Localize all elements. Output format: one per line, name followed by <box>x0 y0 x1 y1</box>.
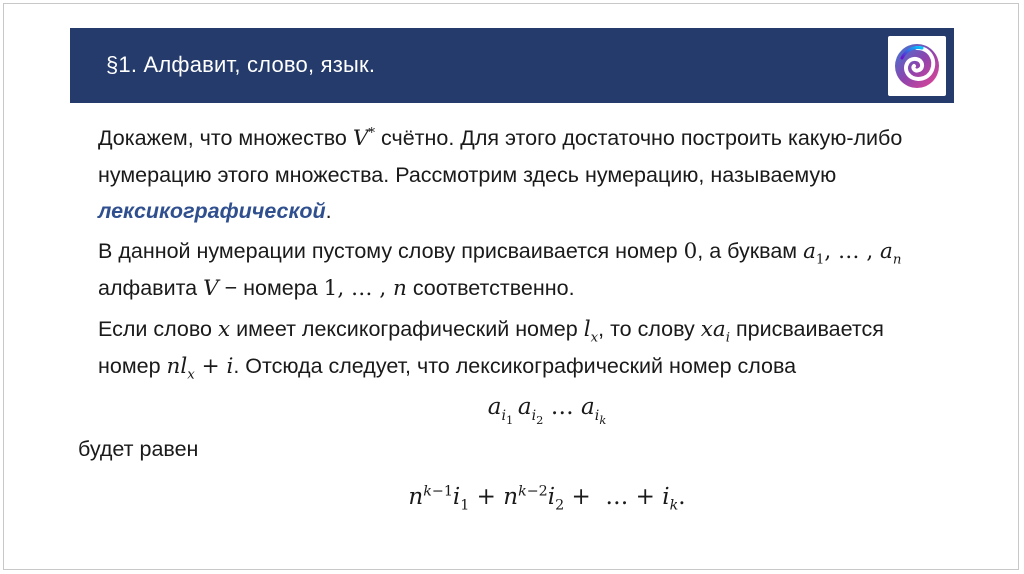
p3-text-3: , то слову <box>598 317 701 341</box>
math-sub-1: 1 <box>815 252 825 268</box>
formula-word-render: $a_{i_1}$ $a_{i_2}$ … $a_{i_k}$ <box>487 394 607 427</box>
math-a1: a <box>803 239 816 264</box>
math-l: l <box>583 317 591 342</box>
math-i: i <box>226 354 234 379</box>
math-xa-sub: i <box>725 330 730 346</box>
logo <box>888 36 946 96</box>
paragraph-1 <box>76 120 946 229</box>
math-x: x <box>217 317 231 342</box>
math-V: V <box>352 126 369 151</box>
math-l-sub: x <box>590 330 599 346</box>
p3-text-4: присваивается номер <box>98 317 884 378</box>
math-one: 1 <box>323 276 338 301</box>
slide-body <box>76 120 946 517</box>
p1-text-2: счётно. Для этого достаточно построить какую-либо нумерацию этого множества. Рассмотрим здесь нумерацию, называемую <box>98 126 903 187</box>
math-n: n <box>392 276 407 301</box>
math-V2: V <box>203 276 219 301</box>
p1-text-3: . <box>325 199 332 223</box>
math-dots-2: , … , <box>337 276 393 301</box>
math-nl-sub: x <box>187 367 195 383</box>
math-xa: xa <box>700 317 726 342</box>
slide-header <box>70 28 954 103</box>
term-lexicographic: лексикографической <box>98 199 326 223</box>
p2-text-2: , а буквам <box>697 239 804 263</box>
math-plus: + <box>194 354 227 379</box>
p2-text-5: соответственно. <box>406 276 575 300</box>
formula-word <box>148 387 946 427</box>
paragraph-2 <box>76 233 946 307</box>
result-label: будет равен <box>78 437 199 461</box>
math-star: * <box>368 125 376 141</box>
p3-text-2: имеет лексикографический номер <box>230 317 584 341</box>
slide-title: §1. Алфавит, слово, язык. <box>106 52 376 77</box>
swirl-logo-icon <box>888 36 946 96</box>
p1-text-1: Докажем, что множество <box>98 126 353 150</box>
formula-result <box>148 477 946 517</box>
math-an: a <box>880 239 893 264</box>
p2-text-3: алфавита <box>98 276 204 300</box>
p2-text-1: В данной нумерации пустому слову присваивается номер <box>98 239 684 263</box>
math-dots: , … , <box>824 239 881 264</box>
formula-result-render: $n^{k-1}i_1 + n^{k-2}i_2$ + … + $i_k$. <box>408 483 686 514</box>
paragraph-3 <box>76 311 946 385</box>
p3-text-1: Если слово <box>98 317 218 341</box>
p3-text-5: . Отсюда следует, что лексикографический номер слова <box>233 354 797 378</box>
p2-text-4: − номера <box>218 276 324 300</box>
math-nl: nl <box>166 354 188 379</box>
math-zero: 0 <box>683 239 698 264</box>
math-sub-n: n <box>892 252 902 268</box>
